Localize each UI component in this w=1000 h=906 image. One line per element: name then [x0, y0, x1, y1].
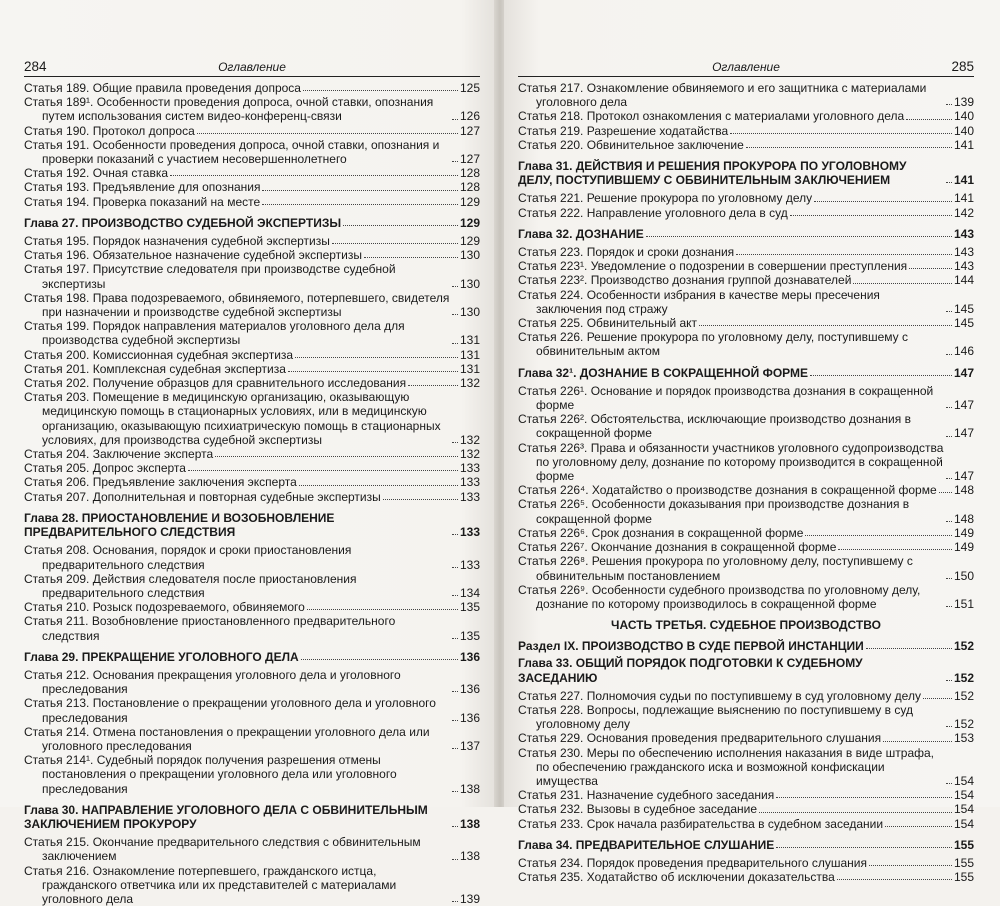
toc-entry[interactable] — [24, 864, 480, 906]
toc-leader-dots — [452, 595, 458, 596]
toc-entry-page: 146 — [953, 344, 974, 359]
toc-entry-title: Статья 226¹. Основание и порядок производства дознания в сокращенной форме — [518, 383, 934, 413]
toc-entry-page: 141 — [953, 137, 974, 152]
toc-entry-page: 152 — [953, 639, 974, 654]
toc-entry-page: 131 — [459, 361, 480, 376]
toc-entry-page: 147 — [953, 469, 974, 484]
toc-entry[interactable] — [518, 109, 974, 123]
toc-leader-dots — [215, 456, 458, 457]
toc-entry-page: 134 — [459, 585, 480, 600]
toc-entry-title: Статья 194. Проверка показаний на месте — [24, 194, 261, 209]
toc-entry-page: 139 — [459, 891, 480, 906]
toc-entry-title: Глава 32¹. ДОЗНАНИЕ В СОКРАЩЕННОЙ ФОРМЕ — [518, 365, 809, 380]
toc-entry[interactable] — [24, 461, 480, 475]
toc-entry-title: Статья 220. Обвинительное заключение — [518, 137, 744, 152]
toc-entry-title: Статья 204. Заключение эксперта — [24, 447, 214, 462]
toc-leader-dots — [170, 175, 458, 176]
toc-entry-page: 145 — [953, 316, 974, 331]
toc-entry-page: 138 — [459, 781, 480, 796]
toc-leader-dots — [946, 104, 952, 105]
toc-leader-dots — [946, 680, 952, 681]
toc-leader-dots — [408, 385, 458, 386]
toc-entry-title: Статья 226⁴. Ходатайство о производстве дознания в сокращенной форме — [518, 483, 937, 498]
toc-entry[interactable] — [24, 475, 480, 489]
toc-entry-page: 141 — [953, 191, 974, 206]
toc-entry-title: Статья 203. Помещение в медицинскую организацию, оказывающую медицинскую помощь в стационарных условиях, или в медицинскую организацию, оказывающую психиатрическую помощь в стационарных условиях, для производства судебной экспертизы — [24, 390, 441, 447]
toc-leader-dots — [923, 698, 952, 699]
toc-entry-page: 127 — [459, 123, 480, 138]
toc-entry[interactable] — [24, 572, 480, 600]
toc-leader-dots — [262, 190, 458, 191]
toc-chapter[interactable] — [24, 216, 480, 230]
toc-entry-title: Статья 214¹. Судебный порядок получения разрешения отмены постановления о прекращении уголовного дела или уголовного преследования — [24, 753, 397, 796]
toc-entry[interactable] — [24, 447, 480, 461]
toc-entry[interactable] — [518, 259, 974, 273]
toc-entry[interactable] — [518, 483, 974, 497]
toc-leader-dots — [301, 659, 458, 660]
toc-leader-dots — [452, 826, 458, 827]
toc-entry[interactable] — [24, 195, 480, 209]
toc-entry-title: Статья 223. Порядок и сроки дознания — [518, 245, 735, 260]
toc-entry-title: Глава 30. НАПРАВЛЕНИЕ УГОЛОВНОГО ДЕЛА С ОБВИНИТЕЛЬНЫМ ЗАКЛЮЧЕНИЕМ ПРОКУРОРУ — [24, 802, 428, 831]
toc-leader-dots — [869, 865, 952, 866]
right-toc — [518, 81, 974, 884]
toc-part-heading: ЧАСТЬ ТРЕТЬЯ. СУДЕБНОЕ ПРОИЗВОДСТВО — [611, 618, 881, 633]
toc-entry[interactable] — [24, 124, 480, 138]
toc-leader-dots — [452, 119, 458, 120]
toc-entry[interactable] — [518, 384, 974, 412]
toc-leader-dots — [853, 283, 952, 284]
toc-leader-dots — [699, 325, 952, 326]
toc-entry-page: 133 — [459, 489, 480, 504]
toc-entry-page: 129 — [459, 215, 480, 230]
toc-chapter[interactable] — [518, 159, 974, 187]
toc-entry-page: 133 — [459, 525, 480, 540]
toc-entry-title: Статья 221. Решение прокурора по уголовному делу — [518, 191, 813, 206]
toc-entry[interactable] — [518, 856, 974, 870]
toc-leader-dots — [452, 343, 458, 344]
toc-entry-title: Статья 224. Особенности избрания в качестве меры пресечения заключения под стражу — [518, 287, 880, 316]
toc-entry-title: Статья 189¹. Особенности проведения допроса, очной ставки, опознания путем использования систем видео-конференц-связи — [24, 95, 434, 124]
toc-entry[interactable] — [24, 234, 480, 248]
toc-entry-page: 145 — [953, 301, 974, 316]
toc-entry-title: Статья 213. Постановление о прекращении уголовного дела и уголовного преследования — [24, 696, 436, 725]
toc-entry[interactable] — [518, 540, 974, 554]
toc-entry-page: 138 — [459, 849, 480, 864]
toc-entry-page: 130 — [459, 276, 480, 291]
toc-entry-title: Статья 216. Ознакомление потерпевшего, гражданского истца, гражданского ответчика или их представителей с материалами уголовного дела — [24, 863, 397, 906]
toc-leader-dots — [364, 257, 458, 258]
toc-leader-dots — [299, 485, 458, 486]
toc-entry-title: Статья 193. Предъявление для опознания — [24, 180, 261, 195]
toc-leader-dots — [746, 147, 952, 148]
toc-entry-page: 133 — [459, 557, 480, 572]
toc-entry[interactable] — [518, 138, 974, 152]
toc-entry[interactable] — [518, 870, 974, 884]
right-page-number: 285 — [951, 59, 974, 74]
toc-leader-dots — [343, 225, 458, 226]
toc-entry[interactable] — [518, 412, 974, 440]
toc-leader-dots — [452, 720, 458, 721]
toc-leader-dots — [946, 354, 952, 355]
toc-entry-page: 142 — [953, 205, 974, 220]
toc-entry-title: Глава 31. ДЕЙСТВИЯ И РЕШЕНИЯ ПРОКУРОРА ПО УГОЛОВНОМУ ДЕЛУ, ПОСТУПИВШЕМУ С ОБВИНИТЕЛЬНЫМ ЗАКЛЮЧЕНИЕМ — [518, 159, 907, 188]
toc-entry-page: 140 — [953, 109, 974, 124]
toc-entry-page: 132 — [459, 432, 480, 447]
toc-entry[interactable] — [518, 273, 974, 287]
toc-entry[interactable] — [518, 731, 974, 745]
toc-entry[interactable] — [24, 81, 480, 95]
toc-leader-dots — [814, 201, 952, 202]
toc-entry[interactable] — [518, 245, 974, 259]
toc-entry-title: Статья 227. Полномочия судьи по поступившему в суд уголовному делу — [518, 688, 921, 703]
toc-entry-page: 141 — [953, 173, 974, 188]
toc-entry[interactable] — [518, 689, 974, 703]
toc-entry-title: Статья 222. Направление уголовного дела в суд — [518, 205, 788, 220]
toc-entry-title: Раздел IX. ПРОИЗВОДСТВО В СУДЕ ПЕРВОЙ ИНСТАНЦИИ — [518, 639, 864, 654]
toc-entry-page: 149 — [953, 525, 974, 540]
toc-entry-title: Статья 207. Дополнительная и повторная судебные экспертизы — [24, 489, 381, 504]
toc-entry[interactable] — [24, 614, 480, 642]
toc-entry-title: Статья 199. Порядок направления материалов уголовного дела для производства судебной экспертизы — [24, 319, 405, 348]
toc-leader-dots — [909, 268, 952, 269]
left-page-number: 284 — [24, 59, 47, 74]
toc-entry-title: Статья 235. Ходатайство об исключении доказательства — [518, 870, 835, 885]
toc-entry-page: 143 — [953, 226, 974, 241]
toc-entry[interactable] — [518, 124, 974, 138]
toc-leader-dots — [332, 243, 458, 244]
toc-entry-title: Статья 230. Меры по обеспечению исполнения наказания в виде штрафа, по обеспечению гражданского иска и возможной конфискации имущества — [518, 745, 935, 788]
toc-entry-title: Статья 198. Права подозреваемого, обвиняемого, потерпевшего, свидетеля при назначении и производстве судебной экспертизы — [24, 290, 450, 320]
right-page — [504, 0, 1000, 885]
toc-entry-title: Статья 214. Отмена постановления о прекращении уголовного дела или уголовного преследования — [24, 724, 430, 753]
toc-entry-title: Статья 228. Вопросы, подлежащие выяснению по поступившему в суд уголовному делу — [518, 702, 913, 732]
toc-entry-page: 148 — [953, 511, 974, 526]
toc-leader-dots — [452, 442, 458, 443]
toc-leader-dots — [646, 236, 952, 237]
toc-leader-dots — [452, 638, 458, 639]
toc-leader-dots — [939, 492, 952, 493]
toc-entry[interactable] — [24, 725, 480, 753]
toc-entry-page: 131 — [459, 347, 480, 362]
left-toc — [24, 81, 480, 906]
toc-entry-title: Статья 210. Розыск подозреваемого, обвиняемого — [24, 600, 305, 615]
toc-entry-title: Статья 226⁵. Особенности доказывания при производстве дознания в сокращенной форме — [518, 497, 910, 526]
toc-leader-dots — [946, 478, 952, 479]
toc-entry-page: 140 — [953, 123, 974, 138]
left-running-title: Оглавление — [218, 60, 286, 74]
toc-entry-title: Глава 32. ДОЗНАНИЕ — [518, 226, 644, 241]
toc-leader-dots — [452, 901, 458, 902]
toc-entry[interactable] — [24, 390, 480, 447]
toc-entry[interactable] — [24, 180, 480, 194]
toc-entry-page: 149 — [953, 540, 974, 555]
toc-entry-title: Статья 229. Основания проведения предварительного слушания — [518, 731, 882, 746]
toc-entry-title: Статья 233. Срок начала разбирательства в судебном заседании — [518, 816, 884, 831]
toc-entry[interactable] — [518, 554, 974, 582]
toc-entry-title: Статья 226⁷. Окончание дознания в сокращенной форме — [518, 540, 837, 555]
toc-entry[interactable] — [518, 497, 974, 525]
toc-entry-title: Статья 208. Основания, порядок и сроки приостановления предварительного следствия — [24, 543, 352, 572]
toc-leader-dots — [776, 797, 952, 798]
toc-leader-dots — [288, 371, 458, 372]
toc-entry-title: Статья 205. Допрос эксперта — [24, 461, 186, 476]
toc-entry[interactable] — [24, 376, 480, 390]
toc-entry-title: Статья 195. Порядок назначения судебной экспертизы — [24, 234, 330, 249]
toc-leader-dots — [906, 119, 952, 120]
toc-entry[interactable] — [518, 81, 974, 109]
toc-chapter[interactable] — [24, 650, 480, 664]
toc-entry-title: Статья 196. Обязательное назначение судебной экспертизы — [24, 248, 362, 263]
toc-leader-dots — [452, 314, 458, 315]
toc-entry-title: Статья 226⁶. Срок дознания в сокращенной форме — [518, 525, 804, 540]
toc-entry-page: 126 — [459, 109, 480, 124]
toc-leader-dots — [452, 748, 458, 749]
toc-entry-title: Статья 225. Обвинительный акт — [518, 316, 698, 331]
toc-entry[interactable] — [518, 746, 974, 789]
toc-leader-dots — [838, 549, 951, 550]
toc-entry-page: 154 — [953, 816, 974, 831]
toc-entry-page: 129 — [459, 234, 480, 249]
toc-chapter[interactable] — [518, 227, 974, 241]
toc-entry-title: Статья 226⁹. Особенности судебного производства по уголовному делу, дознание по которому производилось в сокращенной форме — [518, 582, 921, 611]
toc-leader-dots — [452, 534, 458, 535]
toc-leader-dots — [946, 182, 952, 183]
toc-entry-title: Статья 192. Очная ставка — [24, 166, 169, 181]
toc-entry-title: Статья 211. Возобновление приостановленного предварительного следствия — [24, 614, 396, 643]
toc-leader-dots — [197, 133, 458, 134]
toc-entry[interactable] — [24, 753, 480, 796]
toc-leader-dots — [883, 741, 952, 742]
toc-entry[interactable] — [518, 583, 974, 611]
toc-entry-page: 152 — [953, 688, 974, 703]
right-running-title: Оглавление — [712, 60, 780, 74]
toc-entry-page: 155 — [953, 855, 974, 870]
toc-leader-dots — [885, 826, 952, 827]
toc-entry-page: 139 — [953, 95, 974, 110]
toc-entry[interactable] — [518, 817, 974, 831]
toc-leader-dots — [307, 609, 458, 610]
toc-leader-dots — [837, 879, 952, 880]
toc-entry[interactable] — [24, 348, 480, 362]
toc-entry[interactable] — [24, 835, 480, 863]
toc-leader-dots — [946, 311, 952, 312]
toc-entry-page: 147 — [953, 398, 974, 413]
toc-entry-title: Статья 219. Разрешение ходатайства — [518, 123, 729, 138]
toc-entry-page: 136 — [459, 682, 480, 697]
toc-entry-title: Статья 234. Порядок проведения предварительного слушания — [518, 855, 867, 870]
toc-entry-title: Статья 215. Окончание предварительного следствия с обвинительным заключением — [24, 835, 421, 864]
toc-leader-dots — [946, 436, 952, 437]
toc-entry-title: Статья 189. Общие правила проведения допроса — [24, 81, 301, 95]
toc-leader-dots — [946, 407, 952, 408]
toc-entry[interactable] — [518, 288, 974, 316]
toc-entry-title: Статья 223². Производство дознания группой дознавателей — [518, 273, 852, 288]
toc-entry-title: Статья 217. Ознакомление обвиняемого и его защитника с материалами уголовного дела — [518, 81, 927, 110]
toc-entry[interactable] — [24, 600, 480, 614]
toc-entry[interactable] — [24, 696, 480, 724]
toc-entry-title: Глава 27. ПРОИЗВОДСТВО СУДЕБНОЙ ЭКСПЕРТИЗЫ — [24, 215, 342, 230]
toc-entry-page: 153 — [953, 731, 974, 746]
toc-chapter[interactable] — [518, 838, 974, 852]
toc-entry-title: Статья 226². Обстоятельства, исключающие производство дознания в сокращенной форме — [518, 412, 911, 441]
toc-entry[interactable] — [518, 316, 974, 330]
toc-entry-page: 132 — [459, 376, 480, 391]
toc-entry[interactable] — [518, 802, 974, 816]
toc-leader-dots — [262, 204, 458, 205]
toc-entry[interactable] — [518, 206, 974, 220]
toc-entry-title: Глава 34. ПРЕДВАРИТЕЛЬНОЕ СЛУШАНИЕ — [518, 837, 775, 852]
toc-entry[interactable] — [518, 441, 974, 484]
toc-leader-dots — [383, 499, 458, 500]
toc-entry-title: Глава 28. ПРИОСТАНОВЛЕНИЕ И ВОЗОБНОВЛЕНИЕ ПРЕДВАРИТЕЛЬНОГО СЛЕДСТВИЯ — [24, 510, 335, 540]
toc-entry[interactable] — [24, 262, 480, 290]
toc-entry-title: Статья 226³. Права и обязанности участников уголовного судопроизводства по уголовному делу, дознание по которому производится в сокращенной форме — [518, 440, 944, 484]
toc-entry-page: 136 — [459, 649, 480, 664]
toc-leader-dots — [736, 254, 952, 255]
toc-entry-page: 152 — [953, 670, 974, 685]
toc-leader-dots — [452, 691, 458, 692]
toc-entry-title: Статья 206. Предъявление заключения эксперта — [24, 475, 297, 490]
toc-entry[interactable] — [518, 703, 974, 731]
toc-entry-title: Статья 200. Комиссионная судебная экспертиза — [24, 347, 294, 362]
toc-entry-title: Статья 209. Действия следователя после приостановления предварительного следствия — [24, 571, 357, 600]
toc-leader-dots — [452, 859, 458, 860]
toc-entry-page: 151 — [953, 596, 974, 611]
toc-leader-dots — [946, 726, 952, 727]
toc-entry-title: Статья 226⁸. Решения прокурора по уголовному делу, поступившему с обвинительным постановлением — [518, 554, 913, 583]
toc-entry-page: 133 — [459, 461, 480, 476]
toc-entry-page: 150 — [953, 568, 974, 583]
toc-entry-page: 133 — [459, 475, 480, 490]
toc-entry-page: 135 — [459, 600, 480, 615]
left-page-header — [24, 54, 480, 77]
toc-entry[interactable] — [24, 138, 480, 166]
toc-leader-dots — [452, 567, 458, 568]
toc-chapter[interactable] — [24, 803, 480, 831]
toc-leader-dots — [866, 648, 952, 649]
toc-entry-page: 148 — [953, 483, 974, 498]
toc-entry-title: Статья 223¹. Уведомление о подозрении в совершении преступления — [518, 259, 908, 274]
toc-entry[interactable] — [24, 291, 480, 319]
toc-entry-page: 147 — [953, 365, 974, 380]
toc-entry[interactable] — [24, 490, 480, 504]
toc-leader-dots — [790, 215, 952, 216]
toc-entry-page: 127 — [459, 152, 480, 167]
toc-entry[interactable] — [24, 362, 480, 376]
toc-leader-dots — [946, 578, 952, 579]
toc-entry[interactable] — [24, 248, 480, 262]
toc-leader-dots — [946, 521, 952, 522]
toc-leader-dots — [452, 286, 458, 287]
toc-entry[interactable] — [518, 788, 974, 802]
toc-leader-dots — [805, 535, 952, 536]
toc-entry-page: 136 — [459, 710, 480, 725]
toc-entry[interactable] — [518, 191, 974, 205]
toc-entry-page: 152 — [953, 717, 974, 732]
toc-leader-dots — [810, 375, 952, 376]
toc-chapter[interactable] — [518, 656, 974, 684]
toc-entry[interactable] — [24, 166, 480, 180]
toc-entry-title: Статья 190. Протокол допроса — [24, 123, 195, 138]
toc-entry-page: 154 — [953, 773, 974, 788]
toc-entry-page: 144 — [953, 273, 974, 288]
toc-entry[interactable] — [518, 330, 974, 358]
toc-entry[interactable] — [24, 543, 480, 571]
toc-entry-page: 130 — [459, 305, 480, 320]
toc-entry-page: 155 — [953, 837, 974, 852]
toc-entry[interactable] — [518, 526, 974, 540]
toc-leader-dots — [946, 783, 952, 784]
toc-entry-page: 130 — [459, 248, 480, 263]
toc-entry-title: Глава 29. ПРЕКРАЩЕНИЕ УГОЛОВНОГО ДЕЛА — [24, 649, 299, 664]
toc-entry-page: 132 — [459, 447, 480, 462]
toc-entry-page: 143 — [953, 259, 974, 274]
toc-entry-page: 128 — [459, 180, 480, 195]
toc-leader-dots — [730, 133, 952, 134]
toc-entry-title: Статья 232. Вызовы в судебное заседание — [518, 802, 758, 817]
toc-entry-page: 147 — [953, 426, 974, 441]
toc-entry[interactable] — [24, 668, 480, 696]
toc-leader-dots — [759, 812, 952, 813]
toc-entry-title: Статья 191. Особенности проведения допроса, очной ставки, опознания и проверки показаний с участием несовершеннолетнего — [24, 137, 440, 167]
toc-entry-page: 138 — [459, 816, 480, 831]
toc-entry-page: 154 — [953, 802, 974, 817]
toc-entry-page: 131 — [459, 333, 480, 348]
toc-entry-page: 129 — [459, 194, 480, 209]
toc-leader-dots — [188, 470, 458, 471]
toc-entry-title: Статья 202. Получение образцов для сравнительного исследования — [24, 376, 407, 391]
toc-entry-title: Статья 218. Протокол ознакомления с материалами уголовного дела — [518, 109, 905, 124]
toc-entry-title: Статья 231. Назначение судебного заседания — [518, 788, 775, 803]
toc-leader-dots — [776, 847, 952, 848]
toc-leader-dots — [452, 161, 458, 162]
toc-entry-page: 128 — [459, 166, 480, 181]
toc-entry-page: 155 — [953, 870, 974, 885]
toc-entry[interactable] — [24, 319, 480, 347]
toc-entry-page: 137 — [459, 738, 480, 753]
toc-entry-title: Статья 212. Основания прекращения уголовного дела и уголовного преследования — [24, 667, 401, 697]
toc-section[interactable] — [518, 639, 974, 653]
toc-entry[interactable] — [24, 95, 480, 123]
toc-entry-title: Статья 201. Комплексная судебная экспертиза — [24, 361, 286, 376]
toc-leader-dots — [295, 357, 458, 358]
toc-leader-dots — [303, 90, 458, 91]
right-page-header — [518, 54, 974, 77]
toc-chapter[interactable] — [24, 511, 480, 539]
toc-entry-page: 143 — [953, 245, 974, 260]
toc-entry-page: 154 — [953, 788, 974, 803]
toc-entry-title: Глава 33. ОБЩИЙ ПОРЯДОК ПОДГОТОВКИ К СУДЕБНОМУ ЗАСЕДАНИЮ — [518, 656, 863, 685]
toc-entry-page: 125 — [459, 81, 480, 95]
toc-leader-dots — [452, 791, 458, 792]
toc-chapter[interactable] — [518, 366, 974, 380]
toc-entry-page: 135 — [459, 628, 480, 643]
toc-entry-title: Статья 226. Решение прокурора по уголовному делу, поступившему с обвинительным актом — [518, 330, 908, 359]
left-page — [0, 0, 496, 906]
toc-entry-title: Статья 197. Присутствие следователя при производстве судебной экспертизы — [24, 262, 396, 291]
toc-leader-dots — [946, 606, 952, 607]
